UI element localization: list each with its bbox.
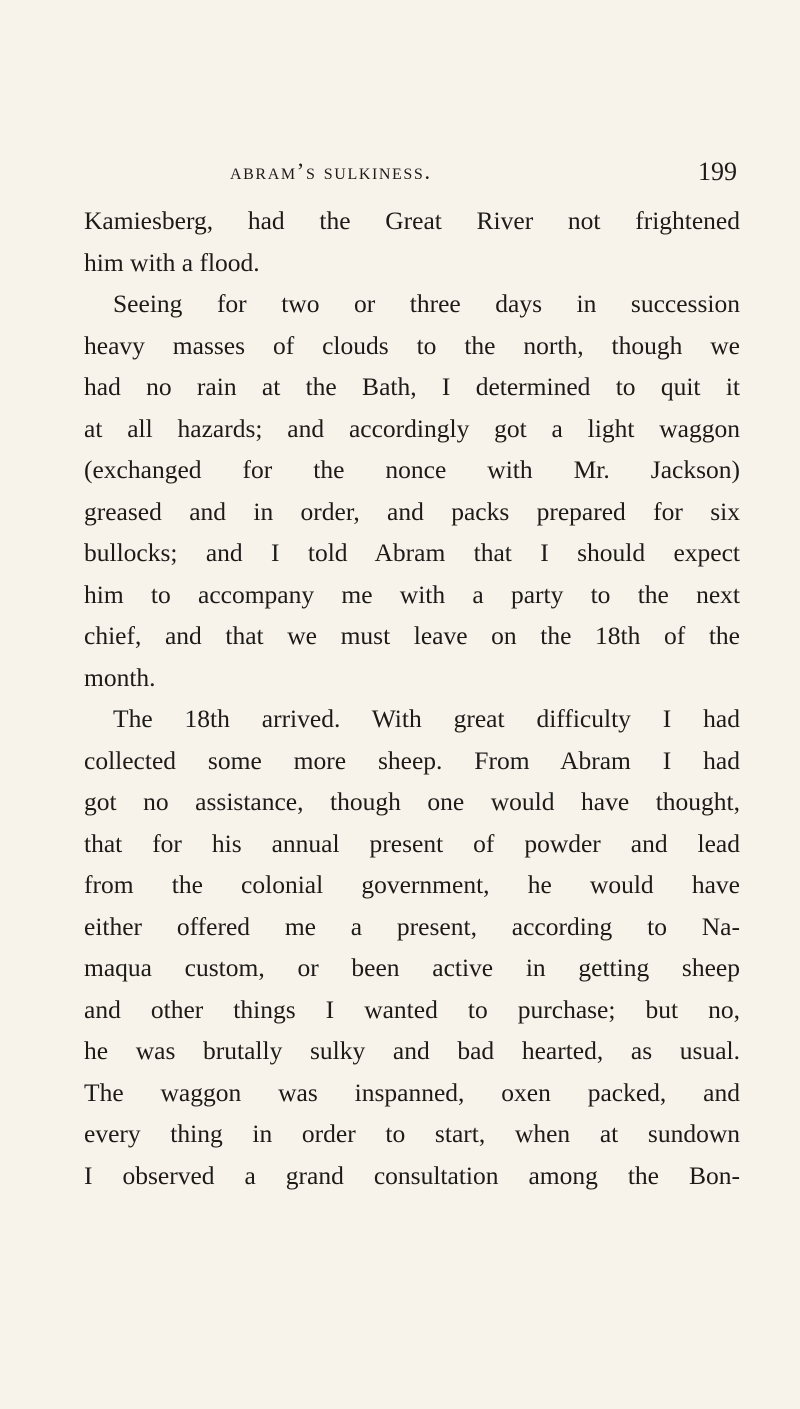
- page-number: 199: [698, 157, 737, 186]
- text-line: him with a flood.: [84, 247, 260, 277]
- text-line: (exchanged for the nonce with Mr. Jackson): [84, 455, 740, 484]
- text-line: every thing in order to start, when at sundown: [84, 1119, 740, 1148]
- body-text: [84, 200, 740, 1196]
- running-head: [84, 152, 740, 192]
- running-title: abram’s sulkiness.: [230, 159, 432, 184]
- text-line: maqua custom, or been active in getting sheep: [84, 953, 740, 982]
- text-line: had no rain at the Bath, I determined to quit it: [84, 372, 740, 401]
- text-line: from the colonial government, he would have: [84, 870, 740, 899]
- text-line: month.: [84, 662, 156, 692]
- text-line: that for his annual present of powder and lead: [84, 828, 740, 858]
- text-line: bullocks; and I told Abram that I should expect: [84, 538, 740, 567]
- text-line: I observed a grand consultation among the Bon-: [84, 1160, 740, 1190]
- text-line: Seeing for two or three days in succession: [113, 289, 740, 318]
- text-line: greased and in order, and packs prepared for six: [84, 496, 740, 526]
- text-line: and other things I wanted to purchase; but no,: [84, 994, 740, 1024]
- text-line: chief, and that we must leave on the 18th of the: [84, 621, 740, 650]
- text-line: Kamiesberg, had the Great River not frightened: [84, 206, 740, 235]
- text-line: him to accompany me with a party to the next: [84, 579, 740, 609]
- text-line: The 18th arrived. With great difficulty I had: [113, 704, 740, 733]
- text-line: he was brutally sulky and bad hearted, as usual.: [84, 1036, 740, 1065]
- text-line: heavy masses of clouds to the north, though we: [84, 330, 740, 360]
- text-line: The waggon was inspanned, oxen packed, and: [84, 1077, 740, 1107]
- text-line: either offered me a present, according to Na-: [84, 911, 740, 941]
- text-line: collected some more sheep. From Abram I had: [84, 745, 740, 775]
- text-line: got no assistance, though one would have thought,: [84, 787, 740, 816]
- text-line: at all hazards; and accordingly got a light waggon: [84, 413, 740, 443]
